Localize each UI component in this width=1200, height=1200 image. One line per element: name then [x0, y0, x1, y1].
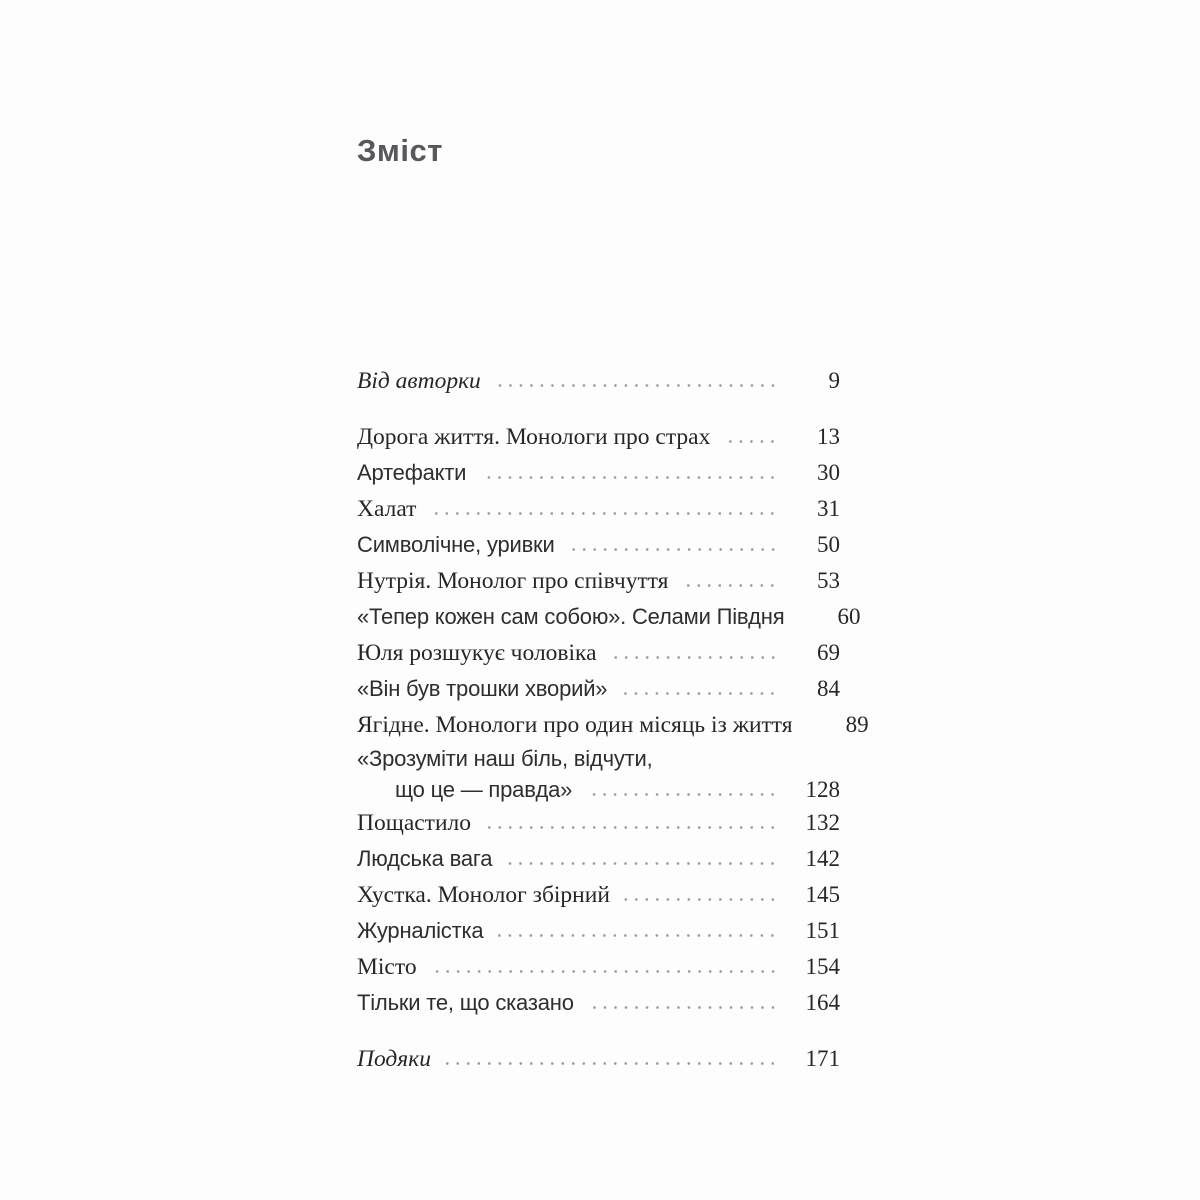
toc-entry-page: 171: [805, 1046, 840, 1071]
toc-entry-label: «Зрозуміти наш біль, відчути,: [357, 746, 653, 771]
toc-entry: [357, 527, 840, 563]
toc-entry: [357, 599, 861, 635]
dot-leader: [430, 511, 778, 516]
toc-entry-page: 145: [805, 882, 840, 907]
toc-entry-page: 142: [805, 846, 840, 871]
dot-leader: [569, 547, 778, 552]
toc-entry-label: Дорога життя. Монологи про страх: [357, 424, 711, 450]
toc-entry-label: Нутрія. Монолог про співчуття: [357, 568, 669, 594]
toc-entry-page: 60: [837, 604, 861, 629]
toc-entry-label: Ягідне. Монологи про один місяць із життя: [357, 712, 793, 738]
toc-entry-label: «Тепер кожен сам собою». Селами Півдня: [357, 604, 785, 629]
toc-entry-label: Тільки те, що сказано: [357, 990, 574, 1015]
toc-list: [357, 363, 869, 1077]
dot-leader: [431, 969, 778, 974]
toc-group-main: [357, 419, 869, 1021]
toc-entry-label: Журналістка: [357, 918, 484, 943]
dot-leader: [480, 475, 778, 480]
toc-entry: [357, 949, 840, 985]
dot-leader: [485, 825, 778, 830]
toc-group-front: [357, 363, 840, 399]
toc-entry-page: 89: [845, 712, 869, 737]
toc-entry-page: 84: [817, 676, 840, 701]
toc-entry-page: 31: [817, 496, 840, 521]
toc-entry-label: Від авторки: [357, 368, 481, 394]
toc-entry: [357, 1041, 840, 1077]
dot-leader: [586, 792, 778, 797]
dot-leader: [506, 861, 778, 866]
toc-entry: [357, 635, 840, 671]
dot-leader: [445, 1061, 778, 1066]
toc-entry-page: 53: [817, 568, 840, 593]
toc-entry-page: 128: [805, 777, 840, 802]
toc-entry-page: 9: [828, 368, 840, 393]
dot-leader: [624, 897, 778, 902]
toc-entry-continuation: [357, 774, 840, 805]
toc-entry-page: 13: [817, 424, 840, 449]
toc-entry-label: Пощастило: [357, 810, 472, 836]
dot-leader: [621, 691, 778, 696]
toc-entry-label: Людська вага: [357, 846, 493, 871]
toc-entry-page: 151: [805, 918, 840, 943]
toc-entry-label: Подяки: [357, 1046, 431, 1072]
page-title: Зміст: [357, 132, 443, 168]
toc-entry-label: що це — правда»: [395, 777, 573, 802]
toc-entry-label: Місто: [357, 954, 417, 980]
dot-leader: [724, 439, 778, 444]
toc-entry-label: Халат: [357, 496, 417, 522]
toc-entry-page: 132: [805, 810, 840, 835]
toc-entry-page: 69: [817, 640, 840, 665]
toc-entry-label: «Він був трошки хворий»: [357, 676, 608, 701]
toc-entry: [357, 671, 840, 707]
toc-entry-label: Юля розшукує чоловіка: [357, 640, 597, 666]
toc-entry: [357, 419, 840, 455]
toc-entry: [357, 805, 840, 841]
dot-leader: [682, 583, 778, 588]
toc-entry-page: 164: [805, 990, 840, 1015]
toc-entry: [357, 877, 840, 913]
toc-entry: [357, 563, 840, 599]
toc-group-back: [357, 1041, 840, 1077]
toc-entry: [357, 491, 840, 527]
dot-leader: [495, 383, 778, 388]
toc-entry: [357, 363, 840, 399]
toc-entry-page: 154: [805, 954, 840, 979]
toc-entry-label: Хустка. Монолог збірний: [357, 882, 610, 908]
toc-entry: [357, 841, 840, 877]
dot-leader: [497, 933, 778, 938]
toc-entry: [357, 455, 840, 491]
dot-leader: [611, 655, 778, 660]
toc-entry-label: Символічне, уривки: [357, 532, 555, 557]
toc-entry-label: Артефакти: [357, 460, 467, 485]
toc-entry: [357, 707, 869, 743]
toc-entry: [357, 913, 840, 949]
toc-entry: [357, 743, 840, 774]
toc-entry-page: 30: [817, 460, 840, 485]
toc-entry: [357, 985, 840, 1021]
dot-leader: [588, 1005, 778, 1010]
toc-entry-page: 50: [817, 532, 840, 557]
